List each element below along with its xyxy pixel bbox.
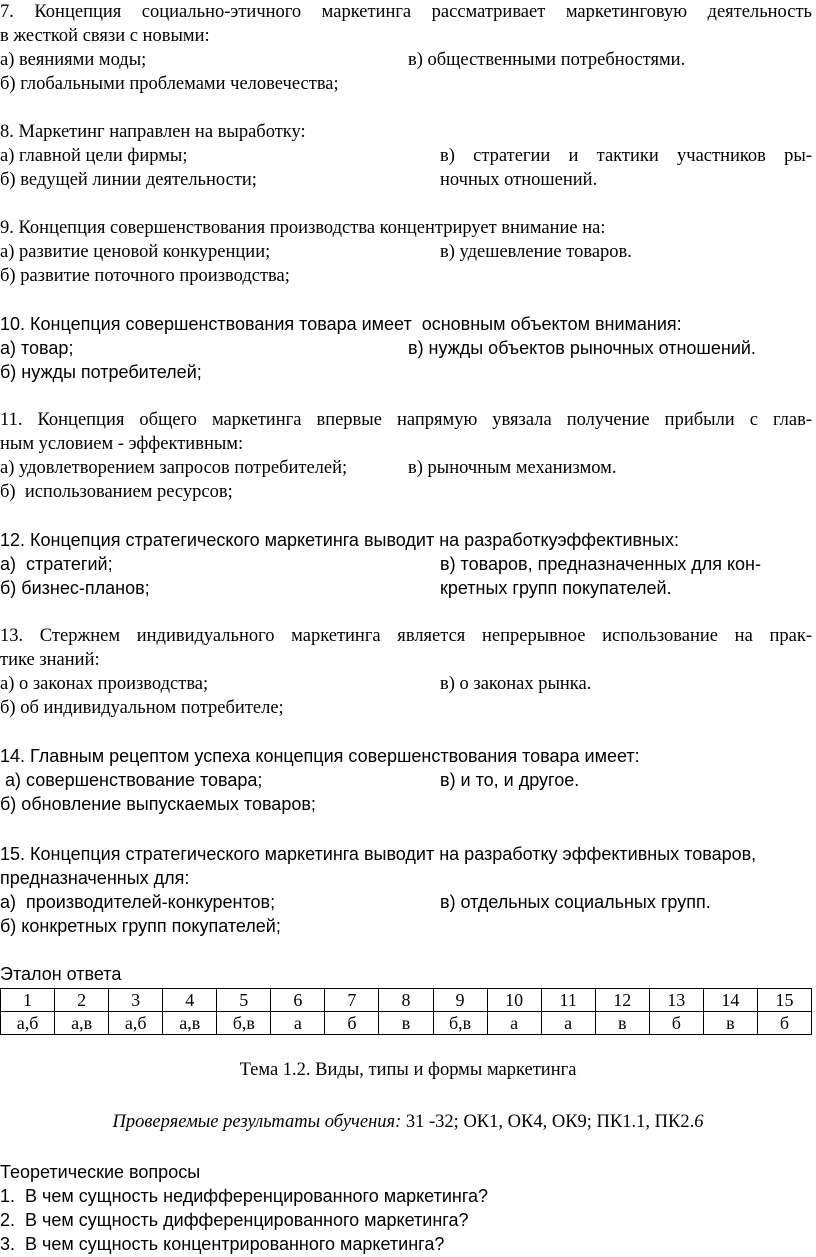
question-15-option-v: в) отдельных социальных групп. [440,892,711,912]
answer-value-cell: в [703,1012,757,1035]
answer-number-cell: 7 [325,989,379,1012]
question-8-option-v-cont: ночных отношений. [440,170,598,190]
theory-question-3: 3. В чем сущность концентрированного маркетинга? [0,1234,445,1254]
question-15-option-a: а) производителей-конкурентов; [0,892,276,912]
answer-key-table [0,988,812,1035]
answer-number-cell: 11 [541,989,595,1012]
answer-value-cell: б [325,1012,379,1035]
question-7-stem-cont: в жесткой связи с новыми: [0,26,210,46]
answer-number-cell: 5 [217,989,271,1012]
question-11-option-a: а) удовлетворением запросов потребителей; [0,458,348,478]
question-12-option-v-cont: кретных групп покупателей. [440,578,672,598]
answer-value-cell: б [757,1012,811,1035]
question-8-option-a: а) главной цели фирмы; [0,146,188,166]
question-15-option-b: б) конкретных групп покупателей; [0,916,281,936]
answer-number-cell: 1 [1,989,55,1012]
question-8-option-v: в) стратегии и тактики участников ры- [440,146,812,166]
question-15-stem: 15. Концепция стратегического маркетинга выводит на разработку эффективных товаров, [0,844,757,864]
question-7-option-v: в) общественными потребностями. [408,50,686,70]
question-13-option-v: в) о законах рынка. [440,674,592,694]
question-14-stem: 14. Главным рецептом успеха концепция совершенствования товара имеет: [0,746,640,766]
question-14-option-a: а) совершенствование товара; [0,770,263,790]
question-12-stem: 12. Концепция стратегического маркетинга выводит на разработкуэффективных: [0,530,679,550]
answer-value-cell: а [487,1012,541,1035]
question-12-option-a: а) стратегий; [0,554,113,574]
question-7-option-a: а) веяниями моды; [0,50,147,70]
answer-value-cell: а,б [109,1012,163,1035]
answer-value-cell: а,в [163,1012,217,1035]
learning-results-label: Проверяемые результаты обучения: [112,1112,402,1132]
question-12-option-b: б) бизнес-планов; [0,578,150,598]
theory-question-1: 1. В чем сущность недифференцированного маркетинга? [0,1186,489,1206]
learning-results-tail: 6 [694,1112,704,1132]
question-8-stem: 8. Маркетинг направлен на выработку: [0,122,306,142]
answer-number-cell: 2 [55,989,109,1012]
answer-key-title: Эталон ответа [0,964,122,984]
answer-number-cell: 3 [109,989,163,1012]
topic-title: Тема 1.2. Виды, типы и формы маркетинга [239,1060,577,1080]
answer-value-cell: в [379,1012,433,1035]
question-12-option-v: в) товаров, предназначенных для кон- [440,554,761,574]
question-9-option-a: а) развитие ценовой конкуренции; [0,242,271,262]
question-15-stem-cont: предназначенных для: [0,868,190,888]
answer-number-cell: 9 [433,989,487,1012]
question-11-stem-cont: ным условием - эффективным: [0,434,244,454]
question-11-option-b: б) использованием ресурсов; [0,482,233,502]
answer-value-cell: б [649,1012,703,1035]
question-10-option-v: в) нужды объектов рыночных отношений. [408,338,756,358]
answer-number-cell: 8 [379,989,433,1012]
question-14-option-b: б) обновление выпускаемых товаров; [0,794,316,814]
question-13-stem: 13. Стержнем индивидуального маркетинга является непрерывное использование на прак- [0,626,812,646]
question-7-stem: 7. Концепция социально-этичного маркетинга рассматривает маркетинговую деятельность [0,2,812,22]
answer-number-cell: 15 [757,989,811,1012]
answer-number-cell: 4 [163,989,217,1012]
question-9-stem: 9. Концепция совершенствования производства концентрирует внимание на: [0,218,606,238]
answer-key-answers-row [1,1012,812,1035]
learning-results [0,1110,816,1134]
answer-number-cell: 14 [703,989,757,1012]
answer-value-cell: а [271,1012,325,1035]
theory-question-2: 2. В чем сущность дифференцированного маркетинга? [0,1210,469,1230]
question-8-option-b: б) ведущей линии деятельности; [0,170,257,190]
question-9-option-b: б) развитие поточного производства; [0,266,290,286]
question-14-option-v: в) и то, и другое. [440,770,580,790]
answer-value-cell: б,в [217,1012,271,1035]
answer-value-cell: б,в [433,1012,487,1035]
answer-value-cell: а,в [55,1012,109,1035]
answer-number-cell: 12 [595,989,649,1012]
answer-number-cell: 13 [649,989,703,1012]
question-10-option-b: б) нужды потребителей; [0,362,202,382]
question-13-option-b: б) об индивидуальном потребителе; [0,698,284,718]
theory-heading: Теоретические вопросы [0,1162,201,1182]
question-9-option-v: в) удешевление товаров. [440,242,632,262]
answer-number-cell: 6 [271,989,325,1012]
answer-key-numbers-row [1,989,812,1012]
question-10-stem: 10. Концепция совершенствования товара имеет основным объектом внимания: [0,314,682,334]
question-11-stem: 11. Концепция общего маркетинга впервые напрямую увязала получение прибыли с глав- [0,410,812,430]
learning-results-value: 31 -32; ОК1, ОК4, ОК9; ПК1.1, ПК2. [401,1112,695,1132]
question-11-option-v: в) рыночным механизмом. [408,458,617,478]
question-10-option-a: а) товар; [0,338,74,358]
question-13-option-a: а) о законах производства; [0,674,209,694]
question-7-option-b: б) глобальными проблемами человечества; [0,74,339,94]
answer-value-cell: а [541,1012,595,1035]
answer-value-cell: в [595,1012,649,1035]
answer-number-cell: 10 [487,989,541,1012]
answer-value-cell: а,б [1,1012,55,1035]
question-13-stem-cont: тике знаний: [0,650,100,670]
